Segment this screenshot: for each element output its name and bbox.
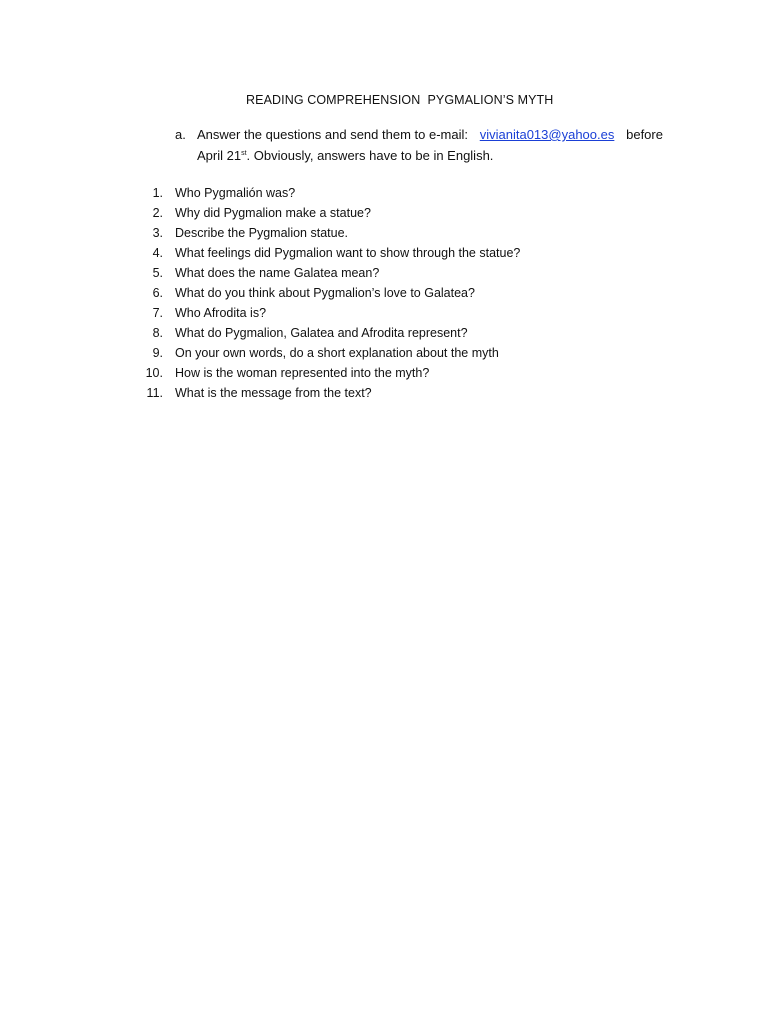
instruction-text-2: before bbox=[626, 127, 663, 142]
question-text: On your own words, do a short explanation about the myth bbox=[175, 346, 499, 360]
question-text: What do Pygmalion, Galatea and Afrodita represent? bbox=[175, 326, 468, 340]
document-title: READING COMPREHENSION PYGMALION’S MYTH bbox=[246, 93, 554, 107]
instruction-line-2 bbox=[197, 145, 663, 166]
question-text: What is the message from the text? bbox=[175, 386, 372, 400]
instruction-date: April 21 bbox=[197, 148, 242, 163]
question-number: 7. bbox=[152, 306, 163, 320]
instruction-text-1: Answer the questions and send them to e-mail: bbox=[197, 127, 468, 142]
instruction-text-3: . Obviously, answers have to be in English. bbox=[246, 148, 494, 163]
question-number: 4. bbox=[152, 246, 163, 260]
question-number: 6. bbox=[152, 286, 163, 300]
question-text: What do you think about Pygmalion’s love to Galatea? bbox=[175, 286, 475, 300]
question-number: 11. bbox=[146, 386, 163, 400]
question-text: Who Afrodita is? bbox=[175, 306, 267, 320]
question-text: How is the woman represented into the myth? bbox=[175, 366, 430, 380]
instruction-line-1 bbox=[197, 124, 663, 145]
email-link[interactable]: vivianita013@yahoo.es bbox=[479, 127, 615, 142]
question-number: 8. bbox=[152, 326, 163, 340]
question-text: What does the name Galatea mean? bbox=[175, 266, 380, 280]
question-text: Why did Pygmalion make a statue? bbox=[175, 206, 371, 220]
question-number: 10. bbox=[145, 366, 163, 380]
question-text: Describe the Pygmalion statue. bbox=[175, 226, 349, 240]
question-text: What feelings did Pygmalion want to show through the statue? bbox=[175, 246, 521, 260]
question-number: 9. bbox=[152, 346, 163, 360]
question-text: Who Pygmalión was? bbox=[175, 186, 296, 200]
instruction-marker: a. bbox=[175, 127, 186, 142]
instruction-body bbox=[197, 124, 663, 166]
date-superscript: st bbox=[241, 150, 247, 157]
instruction-paragraph bbox=[175, 124, 663, 166]
question-number: 3. bbox=[152, 226, 163, 240]
question-number: 5. bbox=[152, 266, 163, 280]
question-number: 2. bbox=[152, 206, 163, 220]
question-number: 1. bbox=[152, 186, 163, 200]
